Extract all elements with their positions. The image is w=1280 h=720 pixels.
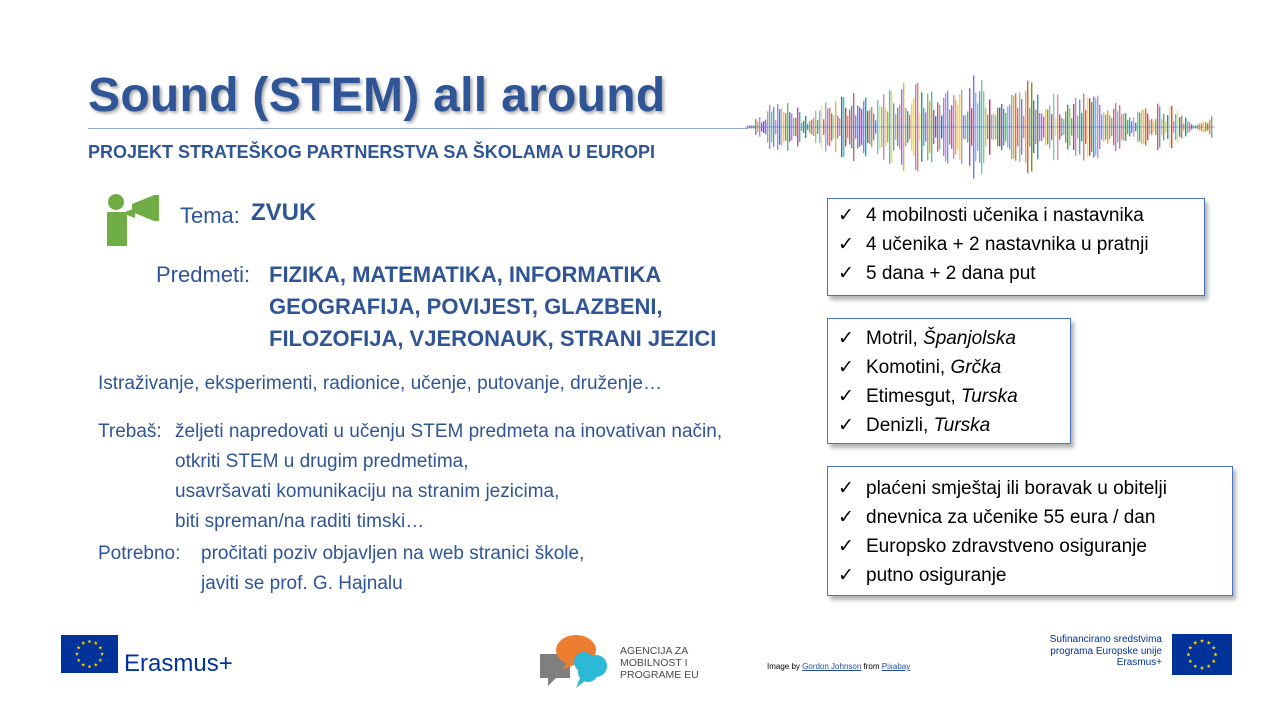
subjects-line-2: GEOGRAFIJA, POVIJEST, GLAZBENI, [269,294,663,319]
location-item [828,353,1070,382]
eu-star [1200,666,1204,670]
requirement-item: otkriti STEM u drugim predmetima, [175,451,469,472]
benefit-item: ✓ putno osiguranje [828,561,1232,590]
location-country: Grčka [950,357,1002,378]
benefits-box [827,466,1233,596]
eu-star [1200,639,1204,643]
teacher-megaphone-icon [102,190,164,248]
eu-star [100,652,104,656]
check-icon: ✓ [838,415,854,436]
requirement-item: željeti napredovati u učenju STEM predmeta na inovativan način, [175,421,723,442]
subjects-line-1: FIZIKA, MATEMATIKA, INFORMATIKA [269,262,662,287]
location-item [828,411,1070,440]
eu-star [1188,645,1192,649]
location-country: Turska [961,386,1018,407]
requirement-item: usavršavati komunikaciju na stranim jezicima, [175,481,560,502]
image-credit: Image by Gordon Johnson from Pixabay [767,662,911,671]
check-icon: ✓ [838,507,854,528]
eu-star [98,658,102,662]
eu-star [1212,645,1216,649]
cofunding-statement: Sufinancirano sredstvima programa Europske unije Erasmus+ [1049,634,1162,668]
eu-star [81,641,85,645]
eu-star [1207,641,1211,645]
eu-star [94,663,98,667]
needed-item: pročitati poziv objavljen na web stranici škole, [201,543,585,564]
locations-box [827,318,1071,444]
requirements-label: Trebaš: [98,421,162,442]
check-icon: ✓ [838,234,854,255]
location-item [828,382,1070,411]
agency-speech-bubble-logo [538,632,614,690]
check-icon: ✓ [838,328,854,349]
eu-star [75,652,79,656]
mobility-item: ✓ 4 mobilnosti učenika i nastavnika [828,201,1204,230]
eu-star [94,641,98,645]
page-title: Sound (STEM) all around [88,69,666,122]
location-city: Denizli, [866,415,929,436]
credit-source-link[interactable]: Pixabay [881,662,911,671]
mobility-item: ✓ 4 učenika + 2 nastavnika u pratnji [828,230,1204,259]
needed-label: Potrebno: [98,543,181,564]
mobility-box [827,198,1205,296]
benefit-item: ✓ dnevnica za učenike 55 eura / dan [828,503,1232,532]
eu-star [1193,641,1197,645]
location-country: Turska [933,415,991,436]
check-icon: ✓ [838,357,854,378]
location-item [828,324,1070,353]
location-city: Etimesgut, [866,386,956,407]
check-icon: ✓ [838,386,854,407]
eu-flag-icon [61,635,118,673]
eu-star [81,663,85,667]
check-icon: ✓ [838,263,854,284]
topic-value: ZVUK [251,199,317,226]
location-country: Španjolska [923,328,1016,349]
eu-star [88,639,92,643]
location-city: Motril, [866,328,918,349]
credit-author-link[interactable]: Gordon Johnson [802,662,862,671]
subjects-label: Predmeti: [156,262,251,287]
subjects-line-3: FILOZOFIJA, VJERONAUK, STRANI JEZICI [269,326,717,351]
eu-star [77,646,81,650]
topic-label: Tema: [180,203,240,228]
eu-star [98,646,102,650]
agency-name: AGENCIJA ZA MOBILNOST I PROGRAME EU [620,645,699,681]
benefit-item: ✓ Europsko zdravstveno osiguranje [828,532,1232,561]
needed-item: javiti se prof. G. Hajnalu [201,573,403,594]
eu-star [1186,652,1190,656]
page-subtitle: PROJEKT STRATEŠKOG PARTNERSTVA SA ŠKOLAMA U EUROPI [88,142,656,162]
check-icon: ✓ [838,478,854,499]
check-icon: ✓ [838,536,854,557]
check-icon: ✓ [838,565,854,586]
eu-star [1213,652,1217,656]
eu-star [1193,664,1197,668]
sound-wave-graphic [745,70,1215,180]
activities-text: Istraživanje, eksperimenti, radionice, učenje, putovanje, druženje… [98,373,662,394]
eu-flag-icon [1172,634,1232,675]
mobility-item: ✓ 5 dana + 2 dana put [828,259,1204,288]
eu-star [77,658,81,662]
eu-star [1212,659,1216,663]
eu-star [1207,664,1211,668]
eu-star [1188,659,1192,663]
requirement-item: biti spreman/na raditi timski… [175,511,425,532]
benefit-item: ✓ plaćeni smještaj ili boravak u obitelji [828,474,1232,503]
location-city: Komotini, [866,357,946,378]
eu-star [88,664,92,668]
erasmus-logo-text: Erasmus+ [124,650,233,677]
title-divider [88,128,748,129]
check-icon: ✓ [838,205,854,226]
